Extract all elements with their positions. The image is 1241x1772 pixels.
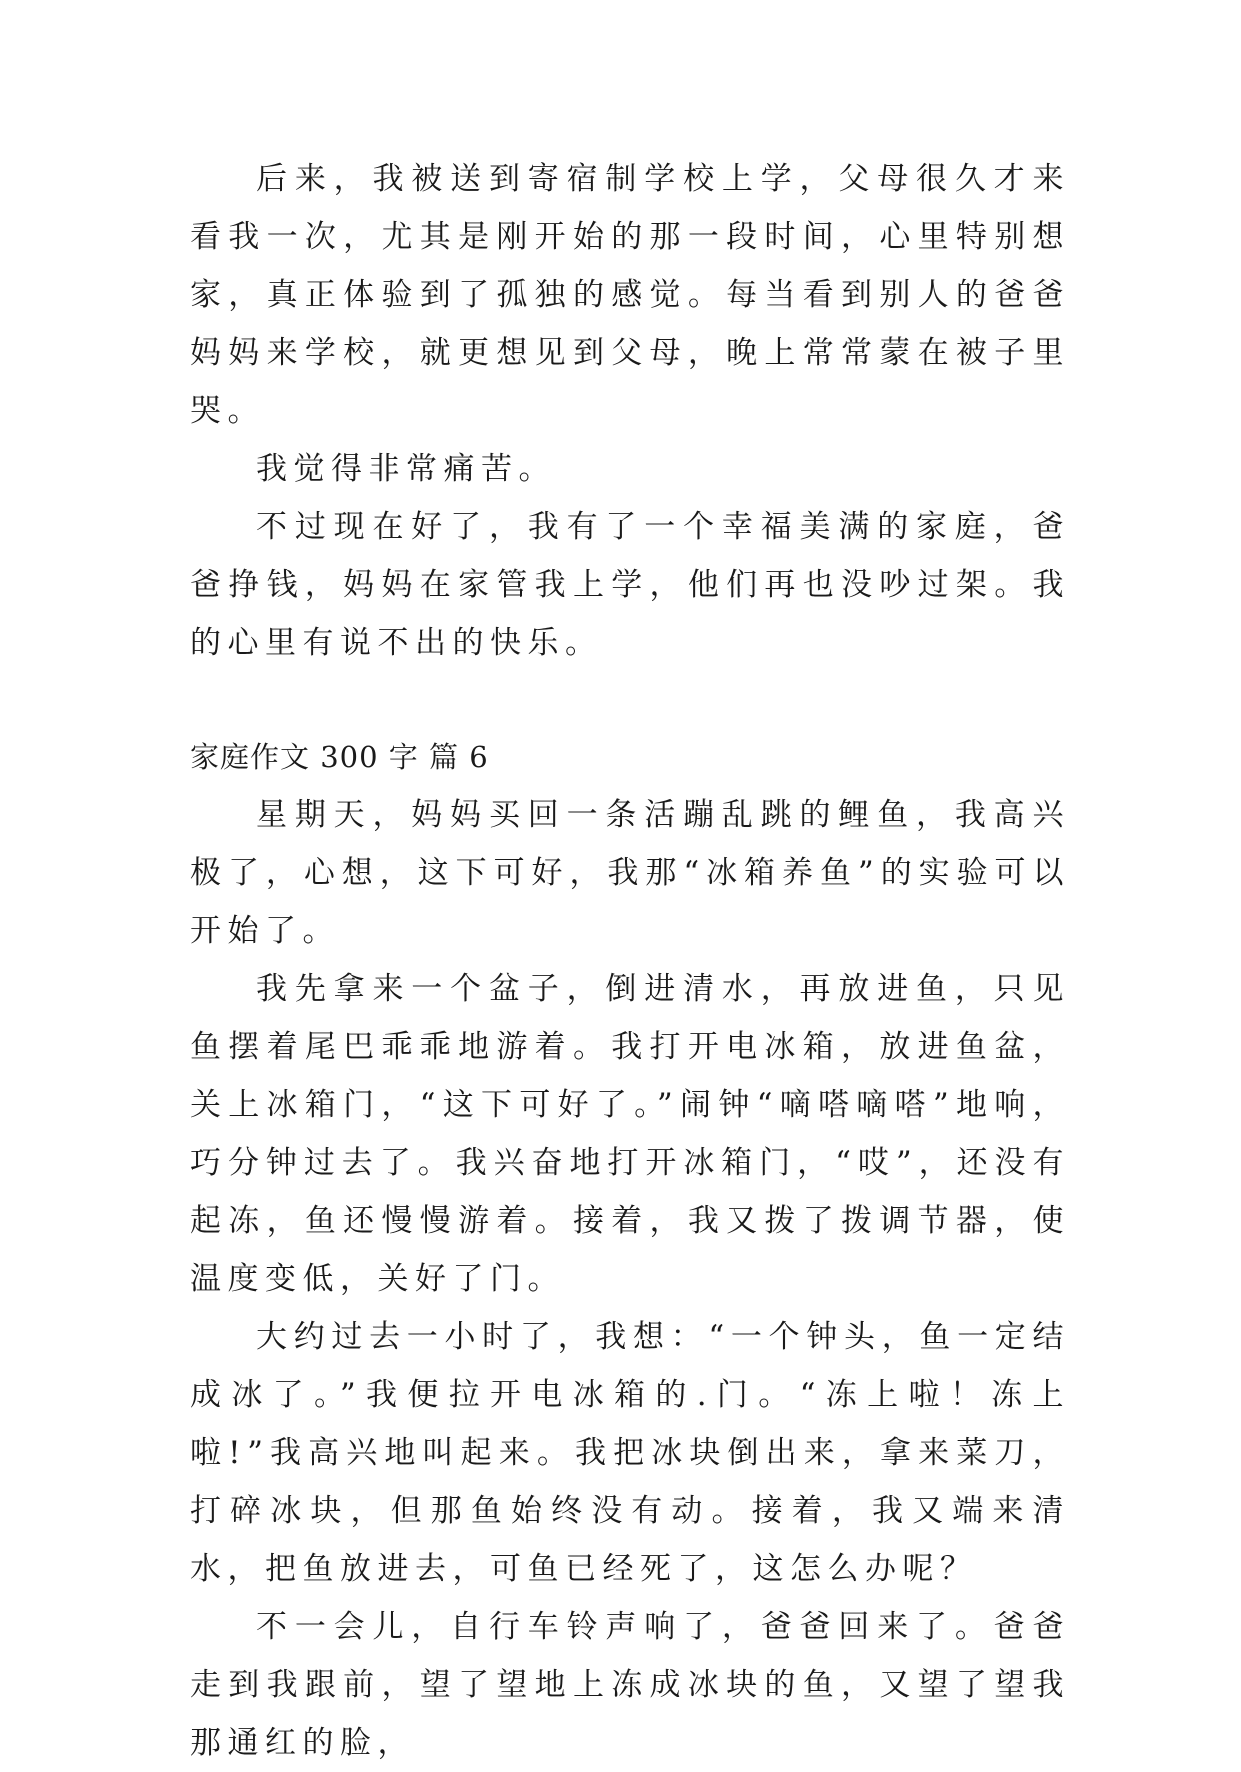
- section-heading: 家庭作文 300 字 篇 6: [190, 740, 489, 774]
- paragraph-painful: 我觉得非常痛苦。: [256, 451, 556, 487]
- document-page: [190, 150, 1070, 1772]
- paragraph-boarding-school: 后来，我被送到寄宿制学校上学，父母很久才来看我一次，尤其是刚开始的那一段时间，心里特别想家，真正体验到了孤独的感觉。每当看到别人的爸爸妈妈来学校，就更想见到父母，晚上常常蒙在被子里哭。: [190, 161, 1070, 429]
- paragraph-carp: 星期天，妈妈买回一条活蹦乱跳的鲤鱼，我高兴极了，心想，这下可好，我那“冰箱养鱼”的实验可以开始了。: [190, 797, 1070, 949]
- paragraph-basin: 我先拿来一个盆子，倒进清水，再放进鱼，只见鱼摆着尾巴乖乖地游着。我打开电冰箱，放进鱼盆，关上冰箱门，“这下可好了。”闹钟“嘀嗒嘀嗒”地响，巧分钟过去了。我兴奋地打开冰箱门，“哎”，还没有起冻，鱼还慢慢游着。接着，我又拨了拨调节器，使温度变低，关好了门。: [190, 971, 1070, 1297]
- paragraph-happy-family: 不过现在好了，我有了一个幸福美满的家庭，爸爸挣钱，妈妈在家管我上学，他们再也没吵过架。我的心里有说不出的快乐。: [190, 509, 1070, 661]
- paragraph-frozen: 大约过去一小时了，我想：“一个钟头，鱼一定结成冰了。”我便拉开电冰箱的.门。“冻上啦！冻上啦!”我高兴地叫起来。我把冰块倒出来，拿来菜刀，打碎冰块，但那鱼始终没有动。接着，我又端来清水，把鱼放进去，可鱼已经死了，这怎么办呢？: [190, 1319, 1070, 1587]
- paragraph-father-returns: 不一会儿，自行车铃声响了，爸爸回来了。爸爸走到我跟前，望了望地上冻成冰块的鱼，又望了望我那通红的脸，: [190, 1609, 1070, 1761]
